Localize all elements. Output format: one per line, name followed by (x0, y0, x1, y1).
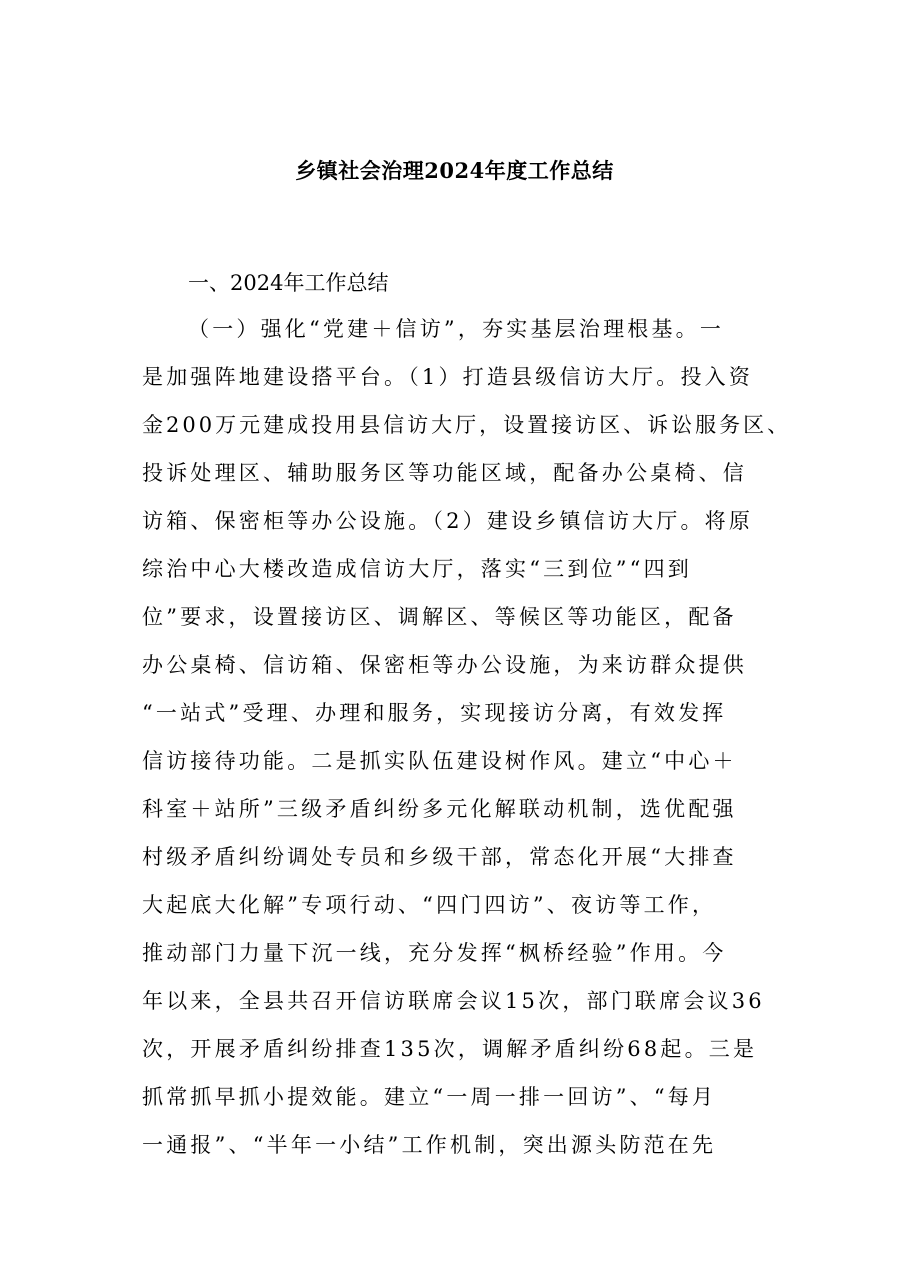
paragraph-line: 位”要求，设置接访区、调解区、等候区等功能区，配备 (142, 605, 737, 629)
paragraph-line: 年以来，全县共召开信访联席会议15次，部门联席会议36 (142, 989, 765, 1013)
paragraph-line: 科室＋站所”三级矛盾纠纷多元化解联动机制，选优配强 (142, 797, 737, 821)
paragraph-line: 是加强阵地建设搭平台。（1）打造县级信访大厅。投入资 (142, 365, 754, 389)
document-title: 乡镇社会治理2024年度工作总结 (295, 158, 614, 183)
paragraph-line: 访箱、保密柜等办公设施。（2）建设乡镇信访大厅。将原 (142, 509, 754, 533)
section-heading: 一、2024年工作总结 (188, 271, 389, 295)
paragraph-line: 推动部门力量下沉一线，充分发挥“枫桥经验”作用。今 (142, 941, 727, 965)
paragraph-line: 综治中心大楼改造成信访大厅，落实“三到位”“四到 (142, 557, 693, 581)
paragraph-line: 投诉处理区、辅助服务区等功能区域，配备办公桌椅、信 (142, 461, 747, 485)
paragraph-line: “一站式”受理、办理和服务，实现接访分离，有效发挥 (142, 701, 727, 725)
paragraph-line: 信访接待功能。二是抓实队伍建设树作风。建立“中心＋ (142, 749, 737, 773)
paragraph-line: 抓常抓早抓小提效能。建立“一周一排一回访”、“每月 (142, 1085, 717, 1109)
paragraph-line: 大起底大化解”专项行动、“四门四访”、夜访等工作， (142, 893, 717, 917)
paragraph-line: 金200万元建成投用县信访大厅，设置接访区、诉讼服务区、 (142, 413, 792, 437)
paragraph-line: 次，开展矛盾纠纷排查135次，调解矛盾纠纷68起。三是 (142, 1037, 758, 1061)
paragraph-line: 办公桌椅、信访箱、保密柜等办公设施，为来访群众提供 (142, 653, 747, 677)
paragraph-line: （一）强化“党建＋信访”，夯实基层治理根基。一 (188, 317, 725, 341)
paragraph-line: 村级矛盾纠纷调处专员和乡级干部，常态化开展“大排查 (142, 845, 737, 869)
paragraph-line: 一通报”、“半年一小结”工作机制，突出源头防范在先 (142, 1133, 717, 1157)
